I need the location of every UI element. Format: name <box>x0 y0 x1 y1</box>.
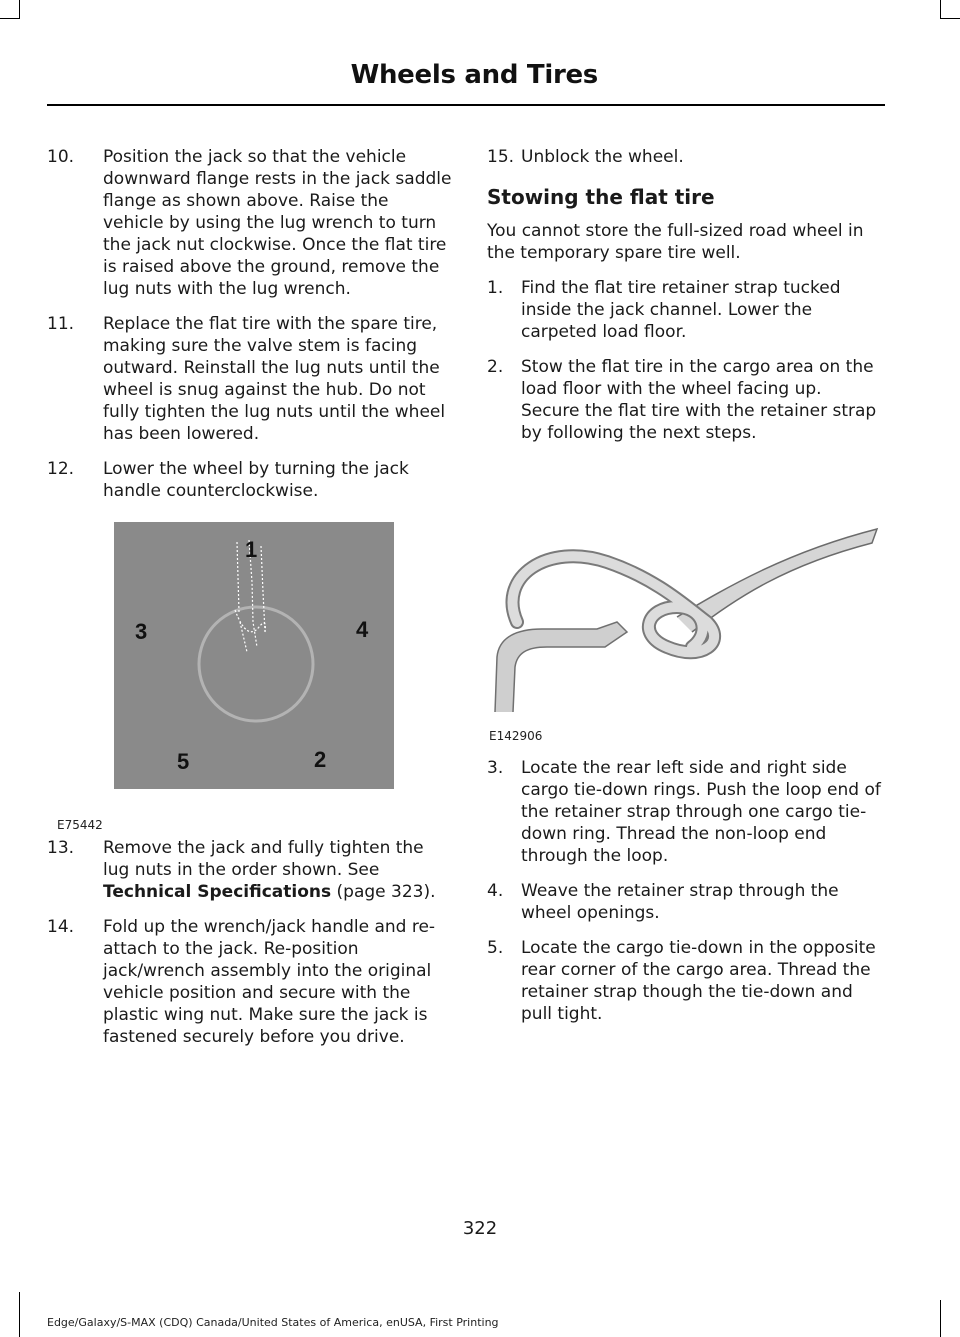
diagram-background <box>114 522 394 789</box>
step-13: 13. Remove the jack and fully tighten the lug nuts in the order shown. See Technical Specifications (page 323). <box>47 838 436 902</box>
figure-code: E75442 <box>57 818 103 832</box>
footer-text: Edge/Galaxy/S-MAX (CDQ) Canada/United States of America, enUSA, First Printing <box>47 1316 499 1329</box>
lug-label-5: 5 <box>177 749 190 774</box>
section-intro: You cannot store the full-sized road wheel in the temporary spare tire well. <box>487 221 864 263</box>
step-text: Unblock the wheel. <box>521 147 684 167</box>
lug-nut-order-figure <box>47 522 452 837</box>
crop-mark <box>940 18 960 19</box>
lug-nut-diagram <box>47 522 452 822</box>
left-column <box>47 146 452 1061</box>
retainer-strap-illustration <box>487 457 882 727</box>
crop-mark <box>940 1300 941 1337</box>
step-12: 12. Lower the wheel by turning the jack handle counterclockwise. <box>47 459 409 501</box>
crop-mark <box>19 1292 20 1337</box>
tie-down-hook <box>495 622 627 712</box>
lug-label-4: 4 <box>356 617 369 642</box>
step-text: Locate the rear left side and right side cargo tie-down rings. Push the loop end of the retainer strap through one cargo tie-down ring. Thread the non-loop end through the loop. <box>521 758 881 866</box>
step-14: 14. Fold up the wrench/jack handle and re-attach to the jack. Re-position jack/wrench assembly into the original vehicle position and secure with the plastic wing nut. Make sure the jack is fastened securely before you drive. <box>47 917 436 1047</box>
figure-code: E142906 <box>489 729 543 743</box>
step-text: Stow the flat tire in the cargo area on the load floor with the wheel facing up. Secure the flat tire with the retainer strap by following the next steps. <box>521 357 877 443</box>
step-text: Position the jack so that the vehicle downward flange rests in the jack saddle flange as shown above. Raise the vehicle by using the lug wrench to turn the jack nut clockwise. Once the flat tire is raised above the ground, remove the lug nuts with the lug wrench. <box>103 147 452 299</box>
right-column <box>487 146 882 1038</box>
section-heading: Stowing the flat tire <box>487 185 715 209</box>
step-5: 5. Locate the cargo tie-down in the opposite rear corner of the cargo area. Thread the retainer strap though the tie-down and pull tight. <box>487 938 876 1024</box>
lug-label-2: 2 <box>314 747 327 772</box>
step-10: 10. Position the jack so that the vehicle downward flange rests in the jack saddle flange as shown above. Raise the vehicle by using the lug wrench to turn the jack nut clockwise. Once the flat tire is raised above the ground, remove the lug nuts with the lug wrench. <box>47 147 452 299</box>
step-text: Weave the retainer strap through the wheel openings. <box>521 881 839 923</box>
step-text: Locate the cargo tie-down in the opposite rear corner of the cargo area. Thread the retainer strap though the tie-down and pull tight. <box>521 938 876 1024</box>
page-title: Wheels and Tires <box>350 60 598 90</box>
page-number: 322 <box>462 1218 498 1239</box>
lug-label-3: 3 <box>135 619 148 644</box>
step-2: 2. Stow the flat tire in the cargo area on the load floor with the wheel facing up. Secure the flat tire with the retainer strap by following the next steps. <box>487 357 877 443</box>
header-divider <box>47 104 885 106</box>
retainer-strap-figure <box>487 457 882 757</box>
crop-mark <box>940 0 941 18</box>
step-text: Fold up the wrench/jack handle and re-attach to the jack. Re-position jack/wrench assembly into the original vehicle position and secure with the plastic wing nut. Make sure the jack is fastened securely before you drive. <box>103 917 436 1047</box>
step-15: 15. Unblock the wheel. <box>487 147 684 167</box>
crop-mark <box>19 0 20 18</box>
step-text: Lower the wheel by turning the jack handle counterclockwise. <box>103 459 409 501</box>
technical-specifications-link[interactable]: Technical Specifications <box>103 882 332 902</box>
step-11: 11. Replace the flat tire with the spare tire, making sure the valve stem is facing outward. Reinstall the lug nuts until the wheel is snug against the hub. Do not fully tighten the lug nuts until the wheel has been lowered. <box>47 314 446 444</box>
crop-mark <box>0 18 20 19</box>
step-text: Replace the flat tire with the spare tire, making sure the valve stem is facing outward. Reinstall the lug nuts until the wheel is snug against the hub. Do not fully tighten the lug nuts until the wheel has been lowered. <box>103 314 446 444</box>
step-3: 3. Locate the rear left side and right side cargo tie-down rings. Push the loop end of the retainer strap through one cargo tie-down ring. Thread the non-loop end through the loop. <box>487 758 881 866</box>
lug-label-1: 1 <box>245 537 258 562</box>
step-1: 1. Find the flat tire retainer strap tucked inside the jack channel. Lower the carpeted load floor. <box>487 278 841 342</box>
step-4: 4. Weave the retainer strap through the wheel openings. <box>487 881 839 923</box>
step-text: Find the flat tire retainer strap tucked inside the jack channel. Lower the carpeted load floor. <box>521 278 841 342</box>
